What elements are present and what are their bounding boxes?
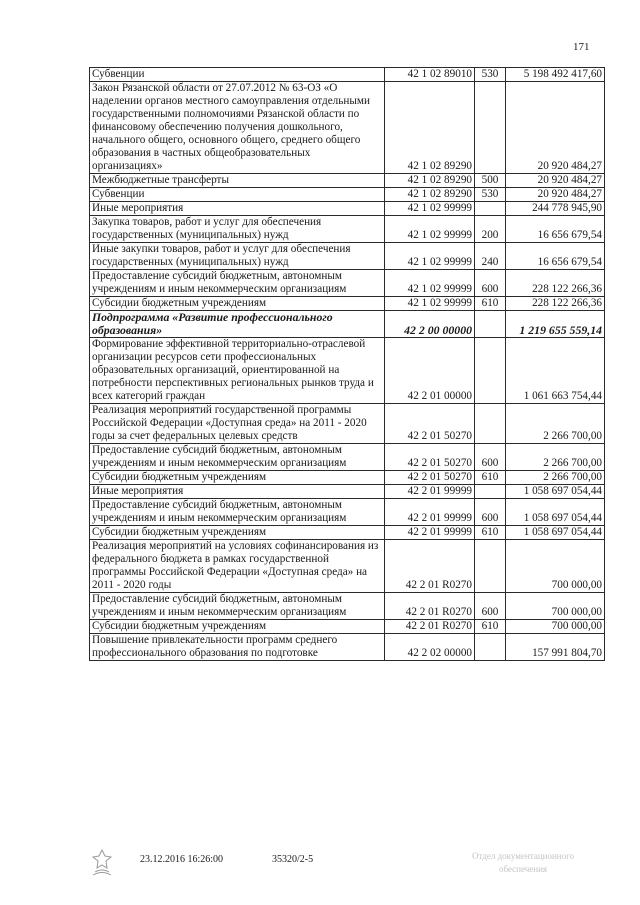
emblem-icon	[89, 848, 115, 876]
row-code: 42 2 01 99999	[385, 485, 475, 499]
row-code: 42 1 02 99999	[385, 270, 475, 297]
row-name: Субсидии бюджетным учреждениям	[90, 620, 385, 634]
row-sum: 1 219 655 559,14	[506, 311, 605, 338]
row-sum: 2 266 700,00	[506, 471, 605, 485]
row-name: Субсидии бюджетным учреждениям	[90, 471, 385, 485]
row-sum: 228 122 266,36	[506, 297, 605, 311]
row-type	[475, 404, 506, 444]
row-type: 610	[475, 297, 506, 311]
table-row	[90, 68, 605, 82]
row-name: Предоставление субсидий бюджетным, автономным учреждениям и иным некоммерческим организациям	[90, 270, 385, 297]
table-row	[90, 404, 605, 444]
row-name: Реализация мероприятий государственной программы Российской Федерации «Доступная среда» на 2011 - 2020 годы за счет федеральных целевых средств	[90, 404, 385, 444]
row-code: 42 1 02 89290	[385, 82, 475, 174]
row-name: Субсидии бюджетным учреждениям	[90, 297, 385, 311]
row-type: 610	[475, 471, 506, 485]
row-name: Иные мероприятия	[90, 485, 385, 499]
row-code: 42 2 01 00000	[385, 338, 475, 404]
row-code: 42 1 02 99999	[385, 243, 475, 270]
row-code: 42 2 01 R0270	[385, 593, 475, 620]
row-code: 42 2 01 50270	[385, 444, 475, 471]
row-type: 610	[475, 526, 506, 540]
row-sum: 1 061 663 754,44	[506, 338, 605, 404]
row-name: Предоставление субсидий бюджетным, автономным учреждениям и иным некоммерческим организациям	[90, 444, 385, 471]
table-row	[90, 270, 605, 297]
row-type: 600	[475, 444, 506, 471]
row-name: Формирование эффективной территориально-отраслевой организации ресурсов сети профессиональных образовательных организаций, ориентированной на потребности перспективных региональных рынков труда и всех категорий граждан	[90, 338, 385, 404]
row-sum: 1 058 697 054,44	[506, 485, 605, 499]
table-row	[90, 540, 605, 593]
row-sum: 5 198 492 417,60	[506, 68, 605, 82]
row-code: 42 1 02 99999	[385, 216, 475, 243]
page-number: 171	[573, 41, 590, 53]
row-type: 240	[475, 243, 506, 270]
row-code: 42 1 02 89010	[385, 68, 475, 82]
table-row	[90, 471, 605, 485]
row-name: Подпрограмма «Развитие профессионального образования»	[90, 311, 385, 338]
row-code: 42 2 01 99999	[385, 499, 475, 526]
row-code: 42 2 01 R0270	[385, 540, 475, 593]
row-name: Закупка товаров, работ и услуг для обеспечения государственных (муниципальных) нужд	[90, 216, 385, 243]
row-code: 42 2 00 00000	[385, 311, 475, 338]
row-name: Субвенции	[90, 188, 385, 202]
row-sum: 16 656 679,54	[506, 216, 605, 243]
row-sum: 700 000,00	[506, 620, 605, 634]
row-type: 530	[475, 188, 506, 202]
table-row	[90, 202, 605, 216]
row-type	[475, 202, 506, 216]
table-row	[90, 593, 605, 620]
row-type	[475, 82, 506, 174]
row-type: 530	[475, 68, 506, 82]
row-type: 610	[475, 620, 506, 634]
footer-doc-id: 35320/2-5	[272, 854, 314, 865]
row-type	[475, 634, 506, 661]
table-row	[90, 620, 605, 634]
table-row	[90, 444, 605, 471]
row-type: 200	[475, 216, 506, 243]
row-code: 42 2 01 50270	[385, 404, 475, 444]
row-sum: 20 920 484,27	[506, 174, 605, 188]
row-code: 42 1 02 89290	[385, 174, 475, 188]
row-code: 42 1 02 99999	[385, 297, 475, 311]
row-type	[475, 540, 506, 593]
table-row	[90, 82, 605, 174]
row-sum: 700 000,00	[506, 593, 605, 620]
row-name: Предоставление субсидий бюджетным, автономным учреждениям и иным некоммерческим организациям	[90, 499, 385, 526]
row-code: 42 2 02 00000	[385, 634, 475, 661]
row-type	[475, 338, 506, 404]
row-name: Межбюджетные трансферты	[90, 174, 385, 188]
row-sum: 244 778 945,90	[506, 202, 605, 216]
row-code: 42 1 02 89290	[385, 188, 475, 202]
row-type: 600	[475, 499, 506, 526]
row-name: Реализация мероприятий на условиях софинансирования из федерального бюджета в рамках государственной программы Российской Федерации «Доступная среда» на 2011 - 2020 годы	[90, 540, 385, 593]
row-name: Иные мероприятия	[90, 202, 385, 216]
row-sum: 1 058 697 054,44	[506, 499, 605, 526]
row-sum: 20 920 484,27	[506, 188, 605, 202]
row-code: 42 1 02 99999	[385, 202, 475, 216]
footer-date: 23.12.2016 16:26:00	[140, 854, 224, 865]
row-sum: 700 000,00	[506, 540, 605, 593]
row-sum: 20 920 484,27	[506, 82, 605, 174]
row-code: 42 2 01 99999	[385, 526, 475, 540]
row-type	[475, 485, 506, 499]
table-row	[90, 297, 605, 311]
row-name: Иные закупки товаров, работ и услуг для обеспечения государственных (муниципальных) нужд	[90, 243, 385, 270]
row-type	[475, 311, 506, 338]
row-type: 600	[475, 270, 506, 297]
table-row	[90, 634, 605, 661]
row-sum: 2 266 700,00	[506, 444, 605, 471]
row-name: Закон Рязанской области от 27.07.2012 № 63-ОЗ «О наделении органов местного самоуправления отдельными государственными полномочиями Рязанской области по финансовому обеспечению получения дошкольного, начального общего, основного общего, среднего общего образования в частных общеобразовательных организациях»	[90, 82, 385, 174]
row-sum: 16 656 679,54	[506, 243, 605, 270]
row-sum: 157 991 804,70	[506, 634, 605, 661]
row-name: Субвенции	[90, 68, 385, 82]
row-sum: 2 266 700,00	[506, 404, 605, 444]
row-name: Повышение привлекательности программ среднего профессионального образования по подготовке	[90, 634, 385, 661]
table-row	[90, 311, 605, 338]
row-name: Предоставление субсидий бюджетным, автономным учреждениям и иным некоммерческим организациям	[90, 593, 385, 620]
row-code: 42 2 01 R0270	[385, 620, 475, 634]
table-row	[90, 499, 605, 526]
table-row	[90, 174, 605, 188]
row-sum: 228 122 266,36	[506, 270, 605, 297]
row-sum: 1 058 697 054,44	[506, 526, 605, 540]
row-type: 500	[475, 174, 506, 188]
row-name: Субсидии бюджетным учреждениям	[90, 526, 385, 540]
table-row	[90, 338, 605, 404]
table-row	[90, 243, 605, 270]
table-row	[90, 526, 605, 540]
watermark-stamp: Отдел документационного обеспечения	[471, 851, 575, 874]
row-code: 42 2 01 50270	[385, 471, 475, 485]
table-row	[90, 216, 605, 243]
table-row	[90, 188, 605, 202]
table-row	[90, 485, 605, 499]
row-type: 600	[475, 593, 506, 620]
budget-table	[89, 67, 605, 661]
